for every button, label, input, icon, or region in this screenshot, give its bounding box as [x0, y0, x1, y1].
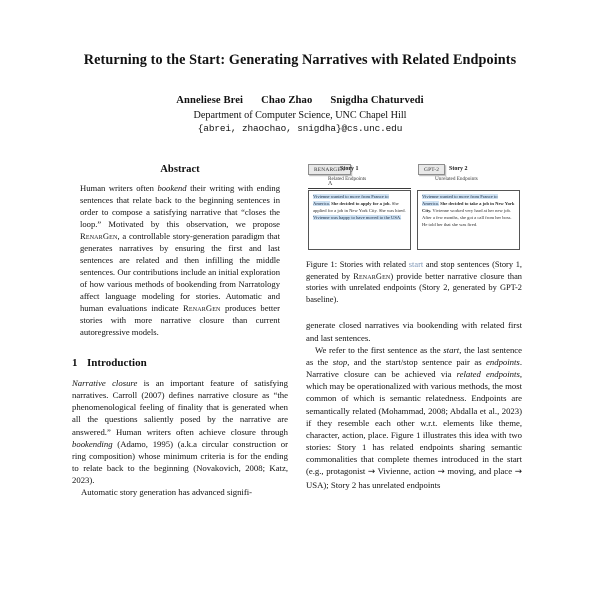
- figure-story-1-sentence-3: She applied for a job in New York City.: [313, 201, 399, 213]
- figure-1: [306, 164, 522, 305]
- term-related-endpoints: related endpoints: [456, 369, 520, 380]
- figure-story-2-sentence-3: Vivienne worked very hard at her new job.: [432, 207, 511, 213]
- figure-caption-part-2: and stop sentences (Story 1, generated by: [306, 260, 522, 281]
- figure-story-1-subtitle: Related Endpoints: [328, 176, 367, 183]
- abstract-body-paragraph: Human writers often bookend their writing with ending sentences that relate back to the beginning sentences in order to compose a satisfying narrative that “closes the loop.” Motivated by this observation, we propose RenarGen, a controllable story-generation paradigm that generates narratives by ensuring the first and last sentences are related and then infilling the middle sentences. Our contributions include an initial exploration of how various methods of bookending from Narratology affect language modeling for stories. Automatic and human evaluations indicate RenarGen produces better stories with more narrative closure than current autoregressive models.: [80, 183, 280, 337]
- page-title: Returning to the Start: Generating Narratives with Related Endpoints: [83, 52, 517, 68]
- section-heading-introduction: [72, 357, 288, 369]
- arrow-glyph: →: [367, 467, 376, 478]
- figure-story-1-sentence-2: She decided to apply for a job.: [331, 201, 391, 206]
- right-paragraph-2: We refer to the first sentence as the start, the last sentence as the stop, and the start/stop sentence pair as endpoints. Narrative closure can be achieved via related endpoints, which may be operationalized with various methods, the most common of which is semantic relatedness. Endpoints are semantically related (Mohammad, 2008; Abdalla et al., 2023) if they resemble each other w.r.t. elements like theme, character, action, place. Figure 1 illustrates this idea with two stories: Story 1 has related endpoints sharing semantic commonalities that complete themes introduced in the start (e.g., protagonist → Vivienne, action → moving, and place → USA); Story 2 has unrelated endpoints: [306, 344, 522, 490]
- figure-caption-start-term: start: [408, 260, 424, 270]
- figure-story-2-sentence-5: He told her that she was fired.: [422, 221, 478, 227]
- figure-caption-model-name: RenarGen: [353, 271, 391, 281]
- intro-italic-term: Narrative closure: [72, 377, 138, 388]
- figure-caption: [306, 259, 522, 305]
- arrow-glyph: →: [514, 467, 522, 478]
- left-column: [72, 164, 288, 499]
- figure-tab-renargen: RENARGEN: [308, 164, 351, 175]
- figure-story-1-text: [313, 194, 406, 222]
- figure-graphic: [306, 164, 522, 250]
- figure-story-box-1: [308, 190, 411, 250]
- abstract-model-name: RenarGen: [80, 230, 118, 241]
- figure-body-spacer: [306, 305, 522, 319]
- term-endpoints: endpoints: [486, 356, 520, 367]
- figure-caption-part-3: ) provide better narrative closure than stories with unrelated endpoints (Story 2, generated by GPT-2 baseline).: [306, 271, 522, 304]
- section-title: Introduction: [87, 356, 147, 369]
- figure-story-2-sentence-4: After a few months, she got a call from her boss.: [422, 214, 512, 220]
- abstract-italic-bookend: bookend: [157, 183, 187, 194]
- figure-story-2-text: [422, 194, 515, 229]
- section-number: 1: [72, 356, 78, 369]
- right-column: [306, 164, 522, 499]
- figure-arrow-icon: Λ: [328, 181, 333, 188]
- abstract-heading: Abstract: [160, 164, 200, 176]
- figure-tab-gpt2: GPT-2: [418, 164, 445, 175]
- figure-story-2-subtitle: Unrelated Endpoints: [435, 176, 478, 183]
- figure-story-1-sentence-4: She was hired.: [378, 207, 406, 213]
- figure-story-1-sentence-5: Vivienne was happy to have moved to the USA.: [313, 214, 402, 220]
- intro-paragraph-1: Narrative closure is an important feature of satisfying narratives. Carroll (2007) defines narrative closure as “the phenomenological feeling of finality that is generated when all the questions saliently posed by the narrative are answered.” Human writers often achieve closure through bookending (Adamo, 1995) (a.k.a circular construction or ring composition) whose minimum criteria is for the ending to relate back to the beginning (Novakovich, 2008; Katz, 2023).: [72, 377, 288, 486]
- intro-italic-bookending: bookending: [72, 438, 113, 449]
- affiliation: Department of Computer Science, UNC Chapel Hill: [193, 110, 407, 122]
- author-list: [72, 95, 528, 106]
- figure-caption-label: Figure 1:: [306, 260, 338, 270]
- figure-story-2-sentence-2: She decided to take a job in New York City.: [422, 201, 515, 213]
- author-name-2: Chao Zhao: [261, 95, 313, 107]
- figure-story-2-sentence-1: Vivienne wanted to move from France to America.: [422, 194, 498, 206]
- right-column-body: [306, 319, 522, 490]
- introduction-body: [72, 377, 288, 499]
- term-stop: stop: [332, 356, 348, 367]
- right-paragraph-1: generate closed narratives via bookending with related first and last sentences.: [306, 320, 522, 343]
- intro-paragraph-2: Automatic story generation has advanced signifi-: [81, 487, 253, 498]
- author-name-3: Snigdha Chaturvedi: [330, 95, 424, 107]
- author-emails: {abrei, zhaochao, snigdha}@cs.unc.edu: [197, 123, 403, 135]
- abstract-text: [72, 183, 288, 339]
- abstract-model-name-2: RenarGen: [183, 302, 221, 313]
- body-columns: [72, 164, 528, 499]
- figure-story-2-title: Story 2: [449, 166, 468, 173]
- figure-story-box-2: [417, 190, 520, 250]
- figure-story-1-sentence-1: Vivienne wanted to move from France to America.: [313, 194, 389, 206]
- figure-story-1-title: Story 1: [340, 166, 359, 173]
- term-start: start: [443, 344, 460, 355]
- figure-caption-part-1: Stories with related: [337, 260, 409, 270]
- author-name-1: Anneliese Brei: [176, 95, 244, 107]
- figure-divider-left: [308, 188, 411, 189]
- arrow-glyph: →: [437, 467, 445, 478]
